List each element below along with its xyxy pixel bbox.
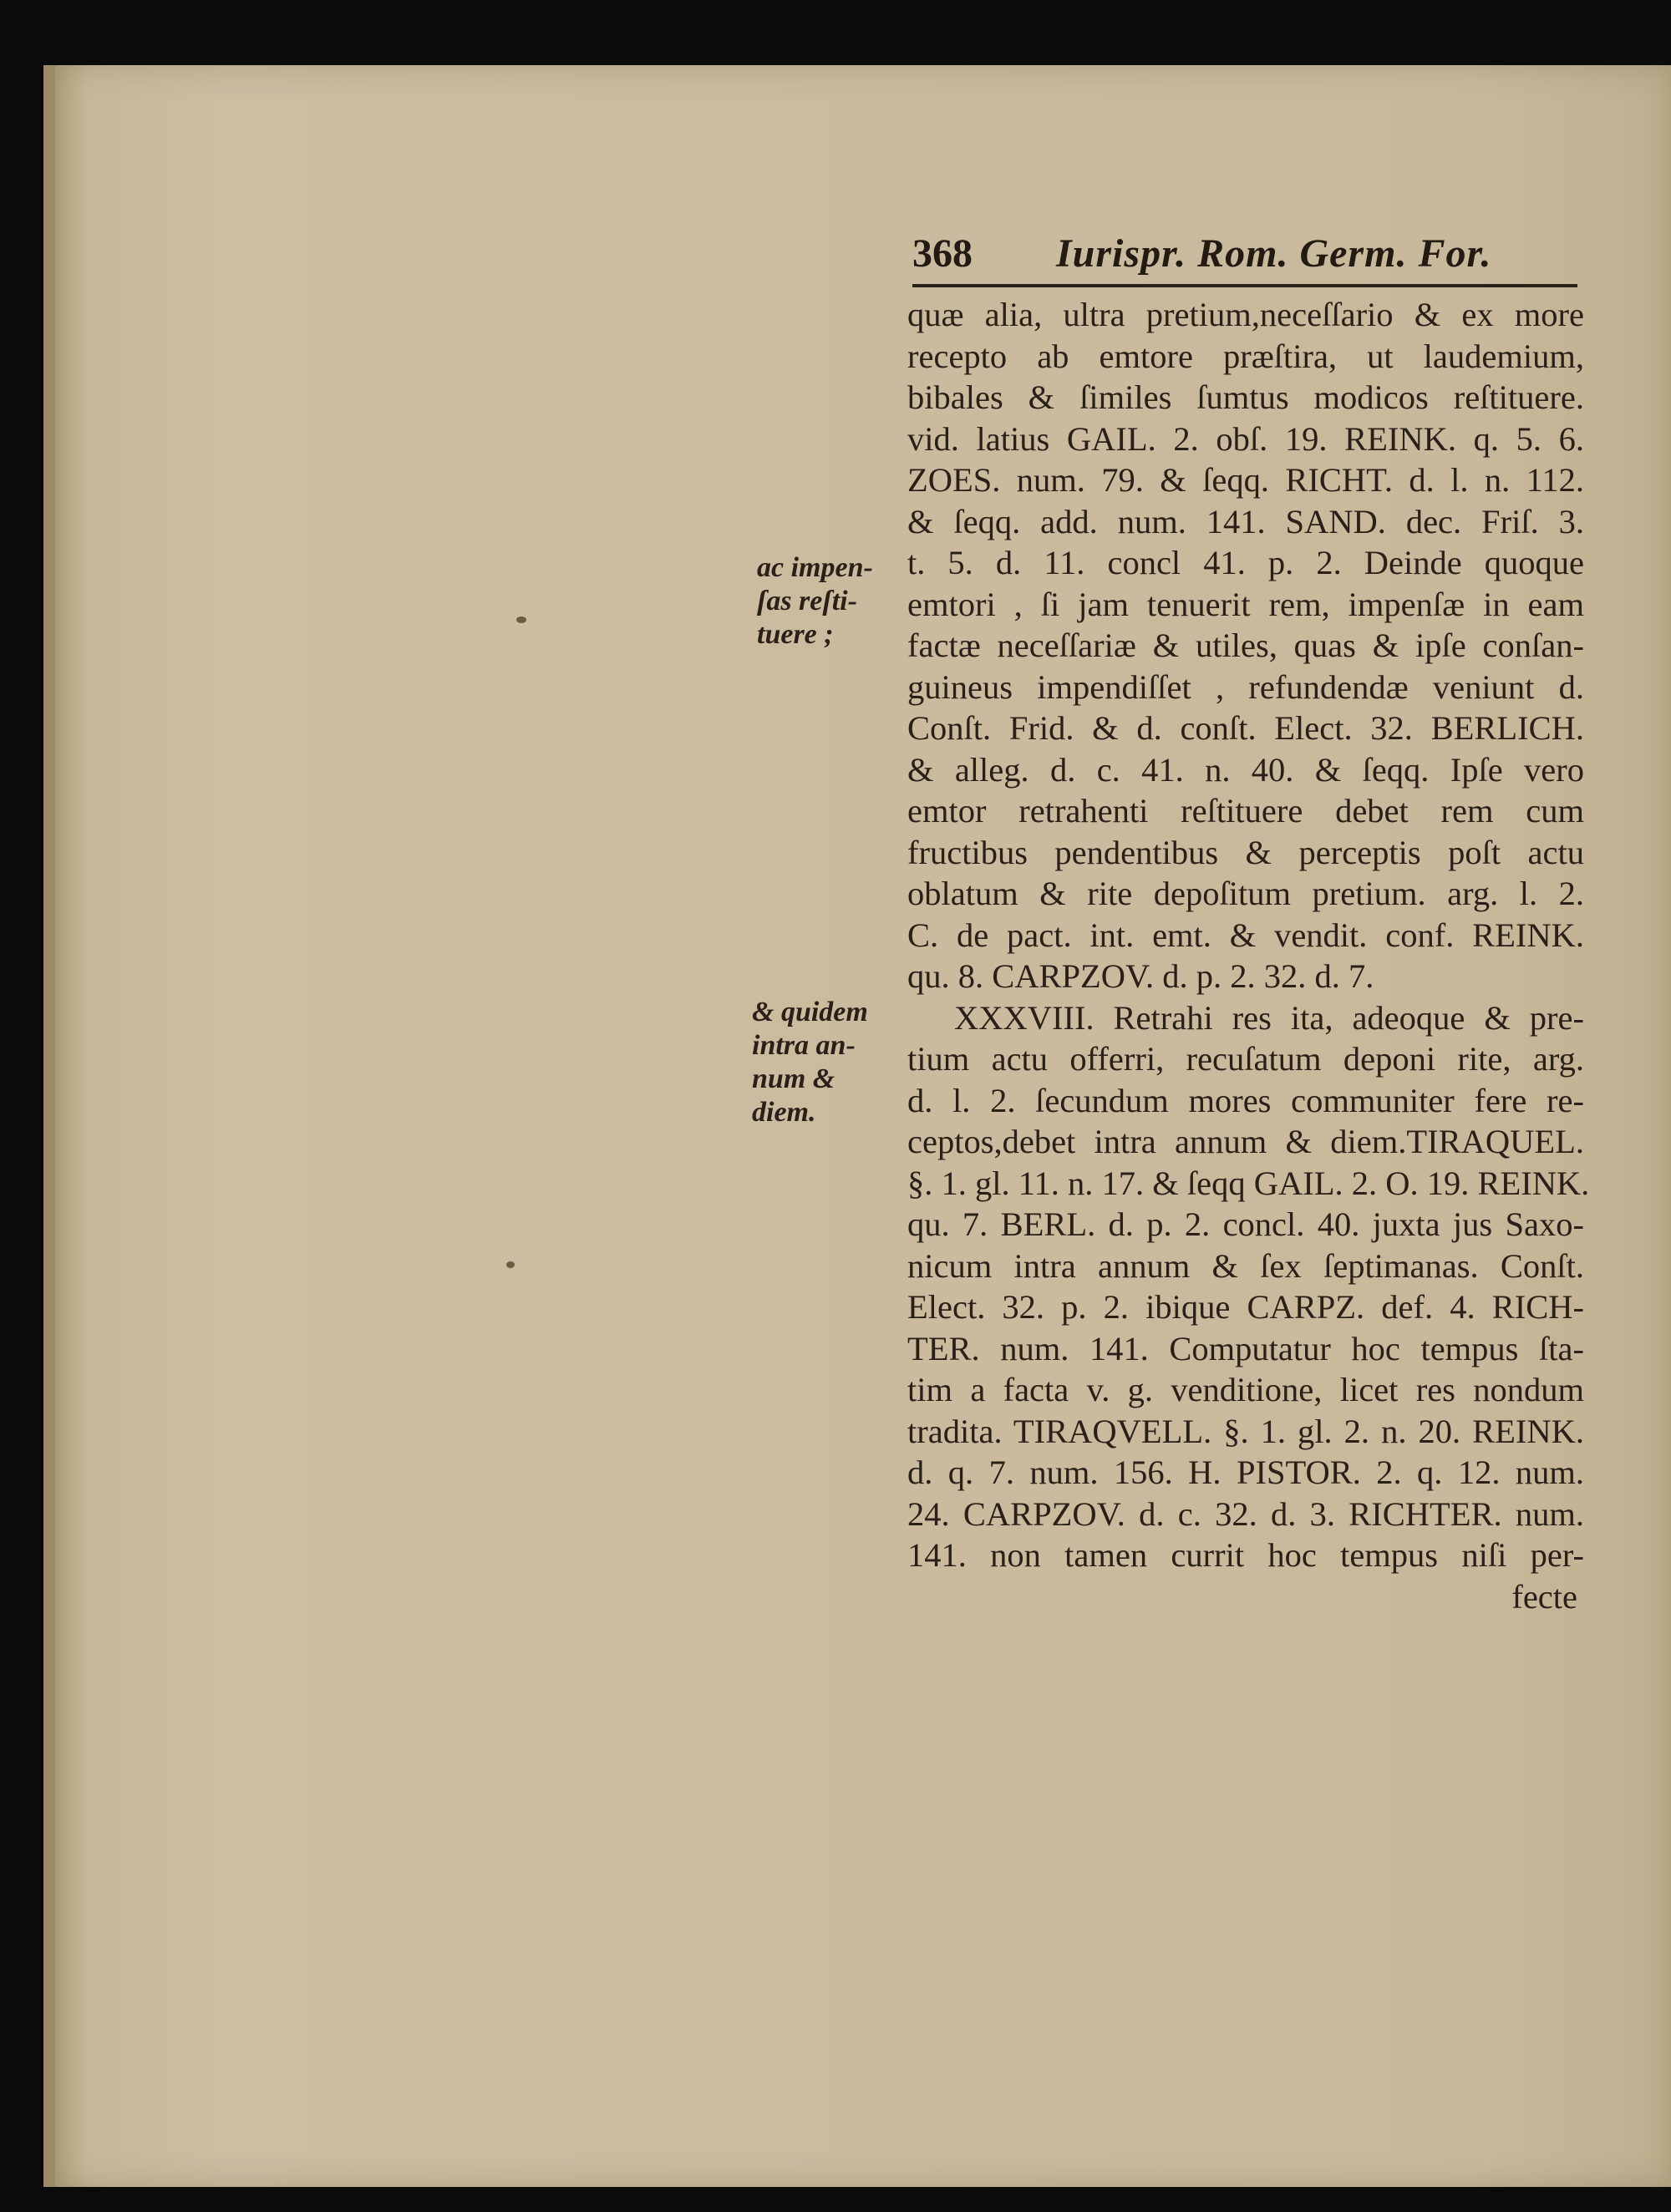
running-title: Iurispr. Rom. Germ. For. [1056, 231, 1492, 276]
text-line: vid. latius GAIL. 2. obſ. 19. REINK. q. 5. 6. [907, 419, 1584, 458]
text-line: TER. num. 141. Computatur hoc tempus ſta- [907, 1329, 1584, 1367]
text-line: t. 5. d. 11. concl 41. p. 2. Deinde quoque [907, 544, 1584, 581]
text-line: tium actu offerri, recuſatum deponi rite, arg. [907, 1040, 1584, 1078]
text-line: 141. non tamen currit hoc tempus niſi per- [907, 1536, 1584, 1574]
text-line: ceptos,debet intra annum & diem.TIRAQUEL. [907, 1123, 1584, 1160]
paper-speck [506, 1261, 515, 1268]
text-line: §. 1. gl. 11. n. 17. & ſeqq GAIL. 2. O. 19. REINK. [907, 1164, 1590, 1202]
catchword: fecte [1511, 1577, 1577, 1616]
page-number: 368 [912, 231, 973, 276]
text-line: qu. 7. BERL. d. p. 2. concl. 40. juxta jus Saxo- [907, 1205, 1584, 1243]
text-line: bibales & ſimiles ſumtus modicos reſtituere. [907, 378, 1584, 416]
text-line: ZOES. num. 79. & ſeqq. RICHT. d. l. n. 112. [907, 461, 1584, 499]
text-line: recepto ab emtore præſtira, ut laudemium, [907, 337, 1584, 375]
header-rule [912, 284, 1577, 287]
text-line: C. de pact. int. emt. & vendit. conf. REINK. [907, 916, 1584, 954]
text-line: Conſt. Frid. & d. conſt. Elect. 32. BERLICH. [907, 709, 1584, 747]
margin-note-line: intra an- [752, 1030, 856, 1061]
text-line: & alleg. d. c. 41. n. 40. & ſeqq. Ipſe vero [907, 750, 1584, 789]
text-line: oblatum & rite depoſitum pretium. arg. l. 2. [907, 875, 1584, 912]
text-line: d. q. 7. num. 156. H. PISTOR. 2. q. 12. num. [907, 1454, 1584, 1491]
text-line: quæ alia, ultra pretium,neceſſario & ex more [907, 296, 1584, 333]
text-line: emtor retrahenti reſtituere debet rem cum [907, 792, 1584, 830]
paragraph-start-line: XXXVIII. Retrahi res ita, adeoque & pre- [954, 998, 1584, 1037]
text-line: & ſeqq. add. num. 141. SAND. dec. Friſ. 3. [907, 502, 1584, 540]
text-line: Elect. 32. p. 2. ibique CARPZ. def. 4. RICH- [907, 1288, 1584, 1326]
margin-note-line: ſas reſti- [757, 586, 857, 616]
margin-note-line: ac impen- [757, 552, 873, 583]
text-line: tim a facta v. g. venditione, licet res nondum [907, 1371, 1584, 1408]
margin-note-line: tuere ; [757, 619, 834, 650]
text-line: fructibus pendentibus & perceptis poſt actu [907, 833, 1584, 871]
text-line: 24. CARPZOV. d. c. 32. d. 3. RICHTER. num. [907, 1494, 1584, 1533]
running-header [912, 226, 1581, 284]
body-text [907, 294, 1590, 1617]
text-line: qu. 8. CARPZOV. d. p. 2. 32. d. 7. [907, 957, 1374, 995]
margin-note-impensas [757, 551, 873, 652]
margin-note-line: & quidem [752, 997, 868, 1027]
margin-note-line: num & [752, 1063, 836, 1094]
text-line: nicum intra annum & ſex ſeptimanas. Conſt. [907, 1246, 1584, 1285]
text-line: tradita. TIRAQVELL. §. 1. gl. 2. n. 20. REINK. [907, 1412, 1584, 1450]
text-line: d. l. 2. ſecundum mores communiter fere re- [907, 1081, 1584, 1119]
text-line: emtori , ſi jam tenuerit rem, impenſæ in eam [907, 585, 1584, 623]
text-line: guineus impendiſſet , refundendæ veniunt d. [907, 667, 1584, 706]
margin-note-line: diem. [752, 1097, 816, 1128]
text-line: factæ neceſſariæ & utiles, quas & ipſe conſan- [907, 627, 1584, 664]
paper-speck [516, 616, 526, 623]
margin-note-quidem [752, 996, 868, 1129]
